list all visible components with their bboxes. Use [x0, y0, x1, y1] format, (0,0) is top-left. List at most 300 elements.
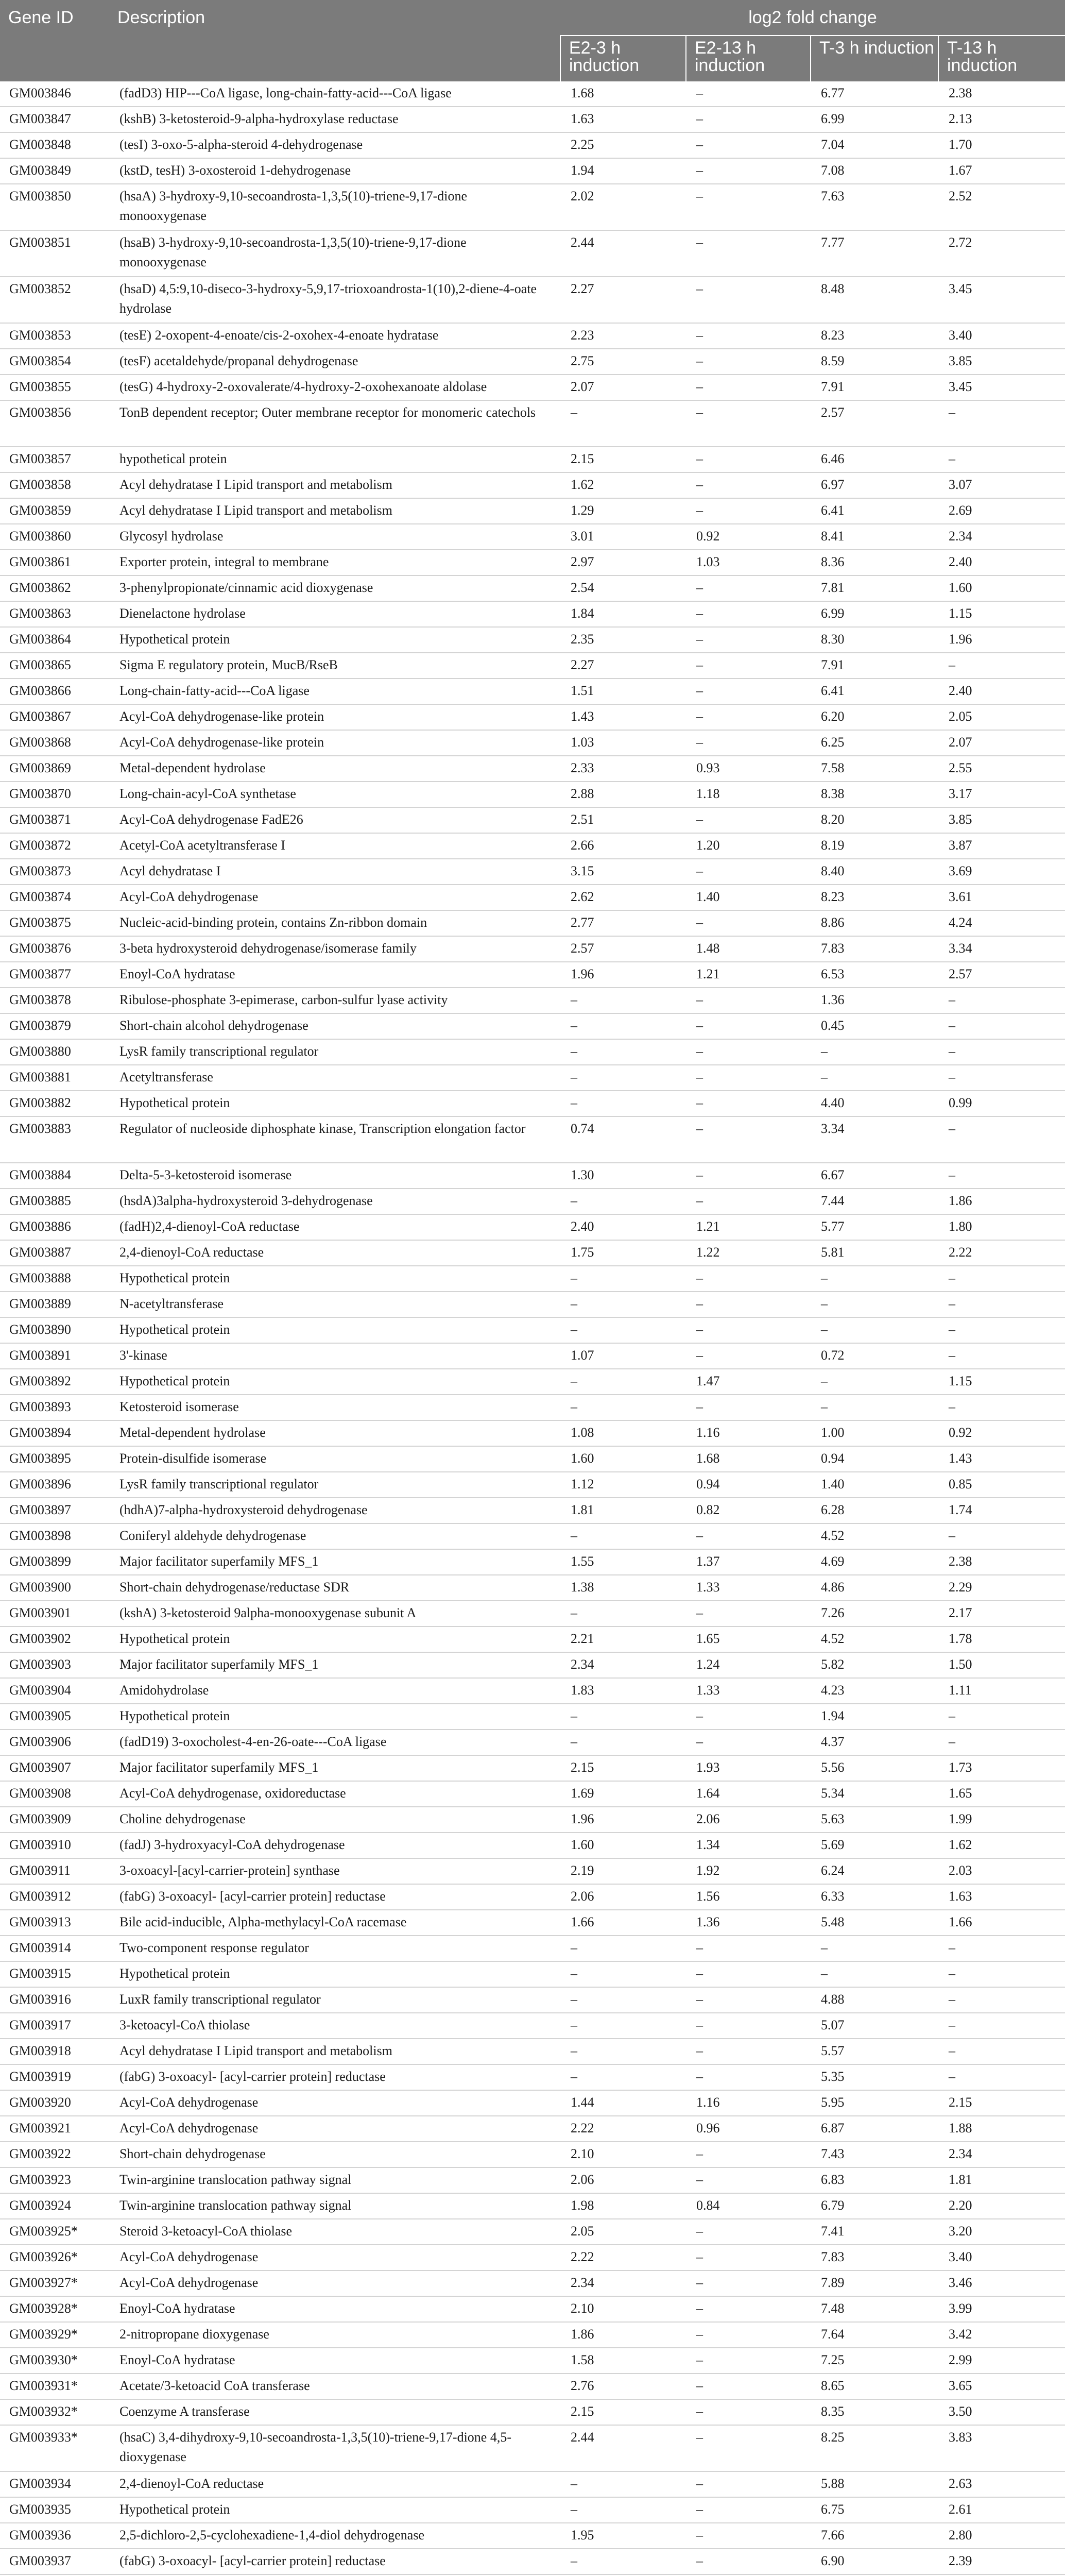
fold-change-cell: 1.15 [938, 1369, 1065, 1395]
fold-change-cell: – [686, 81, 811, 107]
description-cell: (tesE) 2-oxopent-4-enoate/cis-2-oxohex-4-enoate hydratase [109, 323, 560, 349]
gene-id-cell: GM003880 [0, 1039, 109, 1065]
table-row [0, 1317, 1065, 1343]
description-cell: 3-phenylpropionate/cinnamic acid dioxygenase [109, 575, 560, 601]
gene-id-cell: GM003900 [0, 1575, 109, 1601]
description-cell: (hsaA) 3-hydroxy-9,10-secoandrosta-1,3,5(10)-triene-9,17-dione monooxygenase [109, 184, 560, 230]
gene-id-cell: GM003913 [0, 1910, 109, 1936]
fold-change-cell: – [560, 1266, 686, 1292]
fold-change-cell: 2.76 [560, 2374, 686, 2399]
fold-change-cell: 2.05 [938, 704, 1065, 730]
fold-change-cell: 2.15 [560, 2399, 686, 2425]
fold-change-cell: 2.27 [560, 277, 686, 323]
fold-change-cell: 2.40 [938, 679, 1065, 704]
gene-id-cell: GM003878 [0, 988, 109, 1013]
fold-change-cell: 1.36 [686, 1910, 811, 1936]
table-row [0, 1472, 1065, 1498]
fold-change-cell: 7.77 [811, 230, 938, 277]
description-cell: (fabG) 3-oxoacyl- [acyl-carrier protein] reductase [109, 1884, 560, 1910]
gene-id-cell: GM003856 [0, 400, 109, 447]
fold-change-cell: 2.34 [560, 1652, 686, 1678]
fold-change-cell: – [811, 1369, 938, 1395]
table-row [0, 1858, 1065, 1884]
fold-change-cell: 2.34 [938, 2142, 1065, 2167]
fold-change-cell: – [560, 1039, 686, 1065]
fold-change-cell: 1.65 [686, 1626, 811, 1652]
fold-change-cell: 1.33 [686, 1575, 811, 1601]
fold-change-cell: 1.62 [560, 472, 686, 498]
description-cell: (tesF) acetaldehyde/propanal dehydrogenase [109, 349, 560, 375]
table-row [0, 2116, 1065, 2142]
fold-change-cell: 1.60 [560, 1446, 686, 1472]
fold-change-cell: – [811, 1065, 938, 1091]
description-cell: (fadD19) 3-oxocholest-4-en-26-oate---CoA ligase [109, 1730, 560, 1755]
description-cell: 3-oxoacyl-[acyl-carrier-protein] synthase [109, 1858, 560, 1884]
fold-change-cell: 7.04 [811, 132, 938, 158]
fold-change-cell: 8.35 [811, 2399, 938, 2425]
fold-change-cell: 3.15 [560, 859, 686, 885]
description-cell: (fabG) 3-oxoacyl- [acyl-carrier protein] reductase [109, 2064, 560, 2090]
description-cell: (hsaD) 4,5:9,10-diseco-3-hydroxy-5,9,17-trioxoandrosta-1(10),2-diene-4-oate hydrolase [109, 277, 560, 323]
fold-change-cell: – [686, 2270, 811, 2296]
fold-change-cell: 2.34 [938, 524, 1065, 550]
fold-change-cell: 1.03 [560, 730, 686, 756]
description-cell: (fabG) 3-oxoacyl- [acyl-carrier protein] reductase [109, 2549, 560, 2574]
description-cell: (hsaB) 3-hydroxy-9,10-secoandrosta-1,3,5(10)-triene-9,17-dione monooxygenase [109, 230, 560, 277]
table-row [0, 132, 1065, 158]
table-row [0, 833, 1065, 859]
fold-change-cell: 6.90 [811, 2549, 938, 2574]
fold-change-cell: 5.77 [811, 1214, 938, 1240]
fold-change-cell: – [938, 1065, 1065, 1091]
fold-change-cell: 1.80 [938, 1214, 1065, 1240]
fold-change-cell: 2.06 [560, 1884, 686, 1910]
table-row [0, 704, 1065, 730]
fold-change-cell: 5.81 [811, 1240, 938, 1266]
fold-change-cell: 3.34 [938, 936, 1065, 962]
fold-change-cell: – [686, 679, 811, 704]
fold-change-cell: – [686, 2322, 811, 2348]
description-cell: LysR family transcriptional regulator [109, 1039, 560, 1065]
fold-change-cell: 2.63 [938, 2471, 1065, 2497]
fold-change-cell: – [938, 2039, 1065, 2064]
fold-change-cell: 6.87 [811, 2116, 938, 2142]
fold-change-cell: 1.07 [560, 1343, 686, 1369]
table-row [0, 498, 1065, 524]
fold-change-cell: 1.11 [938, 1678, 1065, 1704]
fold-change-cell: – [686, 1601, 811, 1626]
table-row [0, 2471, 1065, 2497]
fold-change-cell: 1.86 [938, 1189, 1065, 1214]
fold-change-cell: 2.19 [560, 1858, 686, 1884]
description-cell: Long-chain-acyl-CoA synthetase [109, 782, 560, 807]
table-row [0, 1730, 1065, 1755]
fold-change-cell: 7.58 [811, 756, 938, 782]
fold-change-cell: 5.48 [811, 1910, 938, 1936]
description-cell: Acetyl-CoA acetyltransferase I [109, 833, 560, 859]
description-cell: Steroid 3-ketoacyl-CoA thiolase [109, 2219, 560, 2245]
fold-change-cell: 4.69 [811, 1549, 938, 1575]
description-cell: 3-beta hydroxysteroid dehydrogenase/isomerase family [109, 936, 560, 962]
gene-id-cell: GM003934 [0, 2471, 109, 2497]
gene-id-cell: GM003871 [0, 807, 109, 833]
fold-change-cell: 1.75 [560, 1240, 686, 1266]
table-row [0, 550, 1065, 575]
fold-change-cell: 1.34 [686, 1833, 811, 1858]
fold-change-cell: 3.45 [938, 375, 1065, 400]
gene-id-cell: GM003923 [0, 2167, 109, 2193]
gene-id-cell: GM003906 [0, 1730, 109, 1755]
fold-change-cell: 2.72 [938, 230, 1065, 277]
description-cell: Nucleic-acid-binding protein, contains Zn-ribbon domain [109, 910, 560, 936]
description-cell: Enoyl-CoA hydratase [109, 2296, 560, 2322]
header-gene-id: Gene ID [0, 0, 109, 81]
description-cell: 2-nitropropane dioxygenase [109, 2322, 560, 2348]
table-row [0, 1266, 1065, 1292]
fold-change-cell: 8.65 [811, 2374, 938, 2399]
gene-id-cell: GM003889 [0, 1292, 109, 1317]
fold-change-cell: 1.40 [811, 1472, 938, 1498]
description-cell: 3'-kinase [109, 1343, 560, 1369]
fold-change-cell: – [686, 1116, 811, 1163]
header-t-13h: T-13 h induction [938, 36, 1065, 81]
fold-change-cell: 7.63 [811, 184, 938, 230]
description-cell: Dienelactone hydrolase [109, 601, 560, 627]
fold-change-cell: – [938, 1523, 1065, 1549]
fold-change-cell: 1.66 [938, 1910, 1065, 1936]
gene-id-cell: GM003888 [0, 1266, 109, 1292]
description-cell: Two-component response regulator [109, 1936, 560, 1961]
table-row [0, 1395, 1065, 1420]
fold-change-cell: 5.56 [811, 1755, 938, 1781]
fold-change-cell: 0.93 [686, 756, 811, 782]
gene-id-cell: GM003846 [0, 81, 109, 107]
description-cell: Short-chain dehydrogenase [109, 2142, 560, 2167]
gene-id-cell: GM003847 [0, 107, 109, 132]
fold-change-cell: 2.21 [560, 1626, 686, 1652]
description-cell: Acyl-CoA dehydrogenase [109, 885, 560, 910]
fold-change-cell: 0.94 [811, 1446, 938, 1472]
gene-id-cell: GM003915 [0, 1961, 109, 1987]
header-e2-3h: E2-3 h induction [560, 36, 686, 81]
fold-change-cell: 1.78 [938, 1626, 1065, 1652]
gene-id-cell: GM003922 [0, 2142, 109, 2167]
table-row [0, 2348, 1065, 2374]
gene-id-cell: GM003863 [0, 601, 109, 627]
fold-change-cell: – [686, 2296, 811, 2322]
table-row [0, 1420, 1065, 1446]
table-row [0, 782, 1065, 807]
fold-change-cell: – [811, 1292, 938, 1317]
fold-change-cell: 1.66 [560, 1910, 686, 1936]
gene-id-cell: GM003892 [0, 1369, 109, 1395]
fold-change-cell: – [686, 2374, 811, 2399]
table-row [0, 2142, 1065, 2167]
gene-id-cell: GM003936 [0, 2523, 109, 2549]
table-row [0, 375, 1065, 400]
fold-change-cell: 1.03 [686, 550, 811, 575]
fold-change-cell: – [686, 601, 811, 627]
fold-change-cell: 2.57 [938, 962, 1065, 988]
description-cell: Acyl-CoA dehydrogenase-like protein [109, 730, 560, 756]
description-cell: Enoyl-CoA hydratase [109, 2348, 560, 2374]
fold-change-cell: – [938, 1961, 1065, 1987]
fold-change-cell: – [686, 1730, 811, 1755]
table-row [0, 859, 1065, 885]
fold-change-cell: 1.21 [686, 962, 811, 988]
description-cell: Acyl dehydratase I Lipid transport and metabolism [109, 2039, 560, 2064]
fold-change-cell: – [938, 1266, 1065, 1292]
gene-id-cell: GM003901 [0, 1601, 109, 1626]
fold-change-cell: 1.70 [938, 132, 1065, 158]
fold-change-cell: 2.77 [560, 910, 686, 936]
fold-change-cell: – [686, 2497, 811, 2523]
description-cell: Hypothetical protein [109, 1961, 560, 1987]
fold-change-cell: – [686, 349, 811, 375]
table-row [0, 2497, 1065, 2523]
fold-change-cell: – [560, 1369, 686, 1395]
fold-change-cell: – [560, 1704, 686, 1730]
gene-id-cell: GM003849 [0, 158, 109, 184]
fold-change-cell: 1.84 [560, 601, 686, 627]
description-cell: (hsdA)3alpha-hydroxysteroid 3-dehydrogenase [109, 1189, 560, 1214]
header-log2-fold-change: log2 fold change [560, 0, 1065, 36]
fold-change-cell: 2.97 [560, 550, 686, 575]
fold-change-cell: 1.16 [686, 2090, 811, 2116]
fold-change-cell: – [686, 730, 811, 756]
fold-change-cell: 1.56 [686, 1884, 811, 1910]
fold-change-cell: – [686, 2219, 811, 2245]
description-cell: Acyl-CoA dehydrogenase [109, 2090, 560, 2116]
fold-change-cell: 5.57 [811, 2039, 938, 2064]
description-cell: Acyl dehydratase I Lipid transport and metabolism [109, 498, 560, 524]
gene-id-cell: GM003898 [0, 1523, 109, 1549]
fold-change-cell: 2.34 [560, 2270, 686, 2296]
gene-id-cell: GM003909 [0, 1807, 109, 1833]
fold-change-cell: 1.48 [686, 936, 811, 962]
description-cell: Coenzyme A transferase [109, 2399, 560, 2425]
description-cell: hypothetical protein [109, 447, 560, 472]
fold-change-cell: 2.27 [560, 653, 686, 679]
table-row [0, 1091, 1065, 1116]
gene-id-cell: GM003861 [0, 550, 109, 575]
gene-id-cell: GM003891 [0, 1343, 109, 1369]
description-cell: Hypothetical protein [109, 627, 560, 653]
gene-id-cell: GM003886 [0, 1214, 109, 1240]
description-cell: Amidohydrolase [109, 1678, 560, 1704]
fold-change-cell: 4.52 [811, 1626, 938, 1652]
fold-change-cell: – [686, 107, 811, 132]
fold-change-cell: – [686, 498, 811, 524]
description-cell: 2,4-dienoyl-CoA reductase [109, 2471, 560, 2497]
fold-change-cell: 1.69 [560, 1781, 686, 1807]
fold-change-cell: 1.33 [686, 1678, 811, 1704]
fold-change-cell: 3.85 [938, 349, 1065, 375]
fold-change-cell: 1.63 [560, 107, 686, 132]
fold-change-cell: 8.59 [811, 349, 938, 375]
table-row [0, 575, 1065, 601]
fold-change-cell: – [686, 277, 811, 323]
table-row [0, 2549, 1065, 2574]
gene-id-cell: GM003912 [0, 1884, 109, 1910]
gene-id-cell: GM003937 [0, 2549, 109, 2574]
description-cell: (hsaC) 3,4-dihydroxy-9,10-secoandrosta-1,3,5(10)-triene-9,17-dione 4,5-dioxygenase [109, 2425, 560, 2471]
gene-id-cell: GM003911 [0, 1858, 109, 1884]
fold-change-cell: 2.38 [938, 1549, 1065, 1575]
fold-change-cell: – [686, 988, 811, 1013]
fold-change-cell: 6.77 [811, 81, 938, 107]
table-row [0, 988, 1065, 1013]
description-cell: Bile acid-inducible, Alpha-methylacyl-CoA racemase [109, 1910, 560, 1936]
fold-change-cell: 1.29 [560, 498, 686, 524]
table-row [0, 1961, 1065, 1987]
table-row [0, 1214, 1065, 1240]
fold-change-cell: 1.43 [938, 1446, 1065, 1472]
fold-change-cell: – [686, 132, 811, 158]
gene-id-cell: GM003899 [0, 1549, 109, 1575]
fold-change-cell: 2.10 [560, 2296, 686, 2322]
fold-change-cell: 3.20 [938, 2219, 1065, 2245]
fold-change-cell: 3.50 [938, 2399, 1065, 2425]
table-row [0, 2399, 1065, 2425]
fold-change-cell: 6.79 [811, 2193, 938, 2219]
fold-change-cell: – [686, 1936, 811, 1961]
fold-change-cell: 1.73 [938, 1755, 1065, 1781]
table-row [0, 524, 1065, 550]
fold-change-cell: 3.17 [938, 782, 1065, 807]
fold-change-cell: 1.63 [938, 1884, 1065, 1910]
fold-change-cell: 0.92 [686, 524, 811, 550]
fold-change-cell: – [686, 2013, 811, 2039]
fold-change-cell: – [686, 1395, 811, 1420]
fold-change-cell: – [686, 447, 811, 472]
table-row [0, 653, 1065, 679]
fold-change-cell: – [686, 910, 811, 936]
table-row [0, 2013, 1065, 2039]
fold-change-cell: 1.24 [686, 1652, 811, 1678]
fold-change-cell: 2.35 [560, 627, 686, 653]
fold-change-cell: 1.47 [686, 1369, 811, 1395]
description-cell: Short-chain dehydrogenase/reductase SDR [109, 1575, 560, 1601]
description-cell: LuxR family transcriptional regulator [109, 1987, 560, 2013]
fold-change-cell: 3.34 [811, 1116, 938, 1163]
fold-change-cell: 1.22 [686, 1240, 811, 1266]
gene-id-cell: GM003855 [0, 375, 109, 400]
table-row [0, 277, 1065, 323]
fold-change-cell: 1.38 [560, 1575, 686, 1601]
fold-change-cell: – [686, 2549, 811, 2574]
gene-id-cell: GM003916 [0, 1987, 109, 2013]
description-cell: Hypothetical protein [109, 1626, 560, 1652]
fold-change-cell: 6.24 [811, 1858, 938, 1884]
table-row [0, 1292, 1065, 1317]
fold-change-cell: 2.40 [560, 1214, 686, 1240]
gene-id-cell: GM003895 [0, 1446, 109, 1472]
fold-change-cell: 2.10 [560, 2142, 686, 2167]
table-row [0, 2270, 1065, 2296]
fold-change-cell: 8.38 [811, 782, 938, 807]
table-row [0, 1575, 1065, 1601]
fold-change-cell: – [686, 627, 811, 653]
gene-id-cell: GM003890 [0, 1317, 109, 1343]
table-row [0, 323, 1065, 349]
table-row [0, 2523, 1065, 2549]
description-cell: Acetate/3-ketoacid CoA transferase [109, 2374, 560, 2399]
fold-change-cell: 7.89 [811, 2270, 938, 2296]
gene-id-cell: GM003897 [0, 1498, 109, 1523]
fold-change-cell: – [560, 1013, 686, 1039]
fold-change-cell: 1.43 [560, 704, 686, 730]
fold-change-cell: 1.74 [938, 1498, 1065, 1523]
table-row [0, 1039, 1065, 1065]
table-row [0, 107, 1065, 132]
fold-change-cell: 2.75 [560, 349, 686, 375]
gene-id-cell: GM003857 [0, 447, 109, 472]
gene-id-cell: GM003929* [0, 2322, 109, 2348]
fold-change-cell: 1.86 [560, 2322, 686, 2348]
description-cell: Metal-dependent hydrolase [109, 1420, 560, 1446]
fold-change-cell: 0.96 [686, 2116, 811, 2142]
fold-change-cell: 2.15 [560, 1755, 686, 1781]
gene-id-cell: GM003933* [0, 2425, 109, 2471]
fold-change-cell: 3.07 [938, 472, 1065, 498]
gene-id-cell: GM003927* [0, 2270, 109, 2296]
description-cell: TonB dependent receptor; Outer membrane receptor for monomeric catechols [109, 400, 560, 447]
fold-change-cell: 6.75 [811, 2497, 938, 2523]
gene-id-cell: GM003926* [0, 2245, 109, 2270]
fold-change-cell: 6.67 [811, 1163, 938, 1189]
fold-change-cell: 5.34 [811, 1781, 938, 1807]
fold-change-cell: 2.07 [560, 375, 686, 400]
fold-change-cell: – [560, 1523, 686, 1549]
description-cell: Coniferyl aldehyde dehydrogenase [109, 1523, 560, 1549]
fold-change-cell: – [686, 1013, 811, 1039]
gene-id-cell: GM003854 [0, 349, 109, 375]
gene-id-cell: GM003852 [0, 277, 109, 323]
table-row [0, 1781, 1065, 1807]
fold-change-cell: 1.93 [686, 1755, 811, 1781]
fold-change-cell: 3.45 [938, 277, 1065, 323]
gene-id-cell: GM003904 [0, 1678, 109, 1704]
gene-id-cell: GM003910 [0, 1833, 109, 1858]
fold-change-cell: 5.63 [811, 1807, 938, 1833]
fold-change-cell: 2.33 [560, 756, 686, 782]
description-cell: Ketosteroid isomerase [109, 1395, 560, 1420]
table-row [0, 81, 1065, 107]
gene-id-cell: GM003876 [0, 936, 109, 962]
fold-change-cell: 1.99 [938, 1807, 1065, 1833]
gene-id-cell: GM003870 [0, 782, 109, 807]
gene-id-cell: GM003866 [0, 679, 109, 704]
fold-change-cell: – [686, 575, 811, 601]
fold-change-cell: 1.20 [686, 833, 811, 859]
table-row [0, 1987, 1065, 2013]
fold-change-cell: 0.99 [938, 1091, 1065, 1116]
fold-change-cell: – [938, 988, 1065, 1013]
description-cell: Acyl-CoA dehydrogenase-like protein [109, 704, 560, 730]
fold-change-cell: 0.84 [686, 2193, 811, 2219]
gene-id-cell: GM003885 [0, 1189, 109, 1214]
fold-change-cell: 4.23 [811, 1678, 938, 1704]
fold-change-cell: – [938, 400, 1065, 447]
description-cell: Twin-arginine translocation pathway signal [109, 2167, 560, 2193]
fold-change-cell: – [811, 1317, 938, 1343]
fold-change-cell: 7.48 [811, 2296, 938, 2322]
gene-id-cell: GM003931* [0, 2374, 109, 2399]
description-cell: Metal-dependent hydrolase [109, 756, 560, 782]
fold-change-cell: – [686, 375, 811, 400]
fold-change-cell: 2.99 [938, 2348, 1065, 2374]
